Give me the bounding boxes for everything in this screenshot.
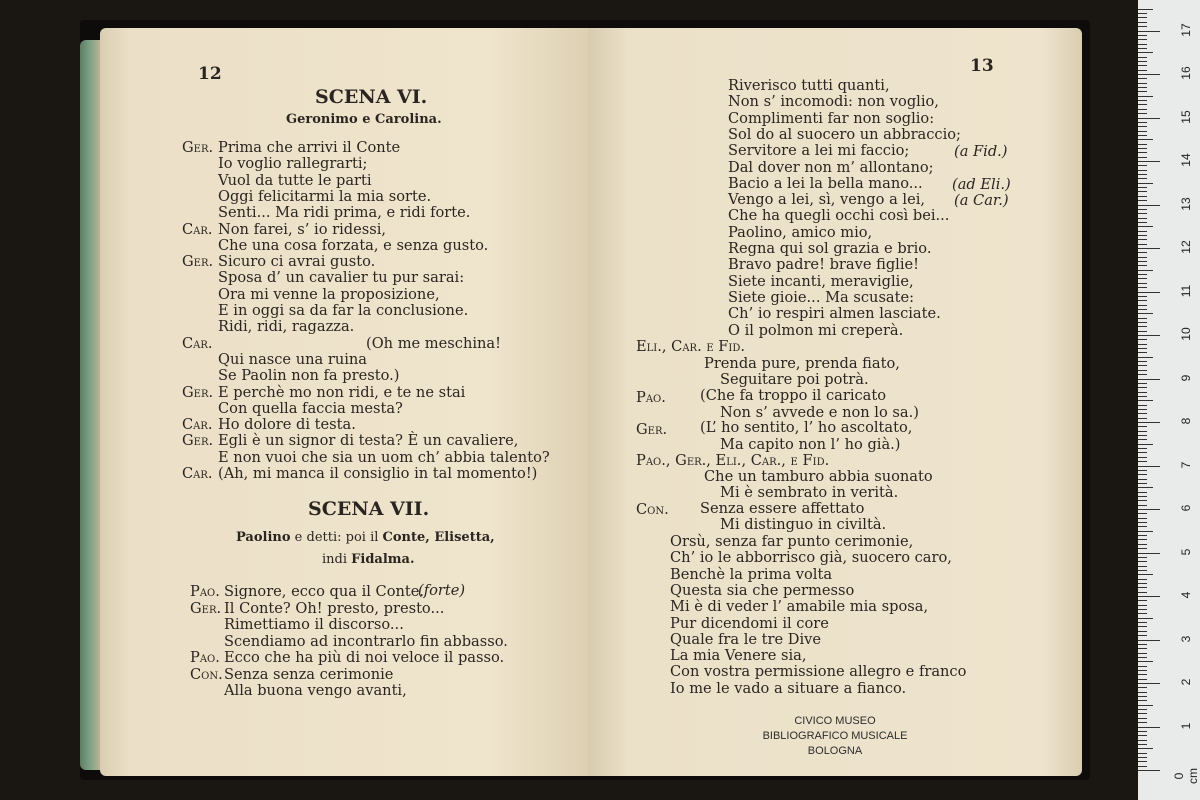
- ruler-tick: [1138, 579, 1147, 580]
- verse-line: E non vuoi che sia un uom ch’ abbia talento?: [218, 448, 550, 466]
- ruler-tick: [1138, 326, 1147, 327]
- ruler-tick: [1138, 344, 1147, 345]
- ruler-tick: [1138, 152, 1147, 153]
- ruler-tick: [1138, 318, 1147, 319]
- verse-line: Servitore a lei mi faccio;: [728, 142, 910, 160]
- verse-line: Che ha quegli occhi così bei...: [728, 207, 950, 225]
- speaker: Car.: [182, 465, 213, 482]
- ruler-tick: [1138, 244, 1147, 245]
- ruler-tick: [1138, 470, 1147, 471]
- ruler-tick: [1138, 305, 1147, 306]
- ruler-tick: [1138, 500, 1147, 501]
- verse-line: Regna qui sol grazia e brio.: [728, 240, 932, 257]
- ruler-tick: [1138, 483, 1147, 484]
- verse-line: Sicuro ci avrai gusto.: [218, 253, 376, 271]
- ruler-tick: [1138, 257, 1147, 258]
- ruler-label: 4: [1179, 591, 1193, 599]
- verse-line: Siete gioie... Ma scusate:: [728, 288, 915, 306]
- ruler-tick: [1138, 574, 1153, 575]
- ruler-tick: [1138, 17, 1147, 18]
- verse-line: Io voglio rallegrarti;: [218, 155, 368, 173]
- text: e detti: poi il: [294, 530, 379, 545]
- verse-line: Che un tamburo abbia suonato: [704, 468, 933, 485]
- stamp-line: BOLOGNA: [807, 745, 863, 757]
- ruler-tick: [1138, 718, 1147, 719]
- scene-subheading-7b: [322, 552, 414, 568]
- ruler-tick: [1138, 96, 1153, 97]
- ruler-tick: [1138, 183, 1153, 184]
- ruler-label: 0 cm: [1172, 768, 1200, 784]
- ruler-tick: [1138, 200, 1147, 201]
- ruler-tick: [1138, 231, 1147, 232]
- ruler-tick: [1138, 605, 1147, 606]
- char-name: Conte, Elisetta,: [382, 530, 495, 545]
- ruler-tick: [1138, 357, 1153, 358]
- ruler-tick: [1138, 722, 1147, 723]
- ruler-tick: [1138, 439, 1147, 440]
- ruler-tick: [1138, 713, 1147, 714]
- ruler-tick: [1138, 622, 1147, 623]
- ruler-tick: [1138, 205, 1160, 206]
- ruler-tick: [1138, 87, 1147, 88]
- ruler-label: 2: [1179, 678, 1193, 686]
- ruler-tick: [1138, 83, 1147, 84]
- ruler-tick: [1138, 292, 1160, 293]
- verse-line: Seguitare poi potrà.: [720, 371, 869, 388]
- ruler-tick: [1138, 365, 1147, 366]
- verse-line: Vuol da tutte le parti: [218, 171, 372, 189]
- verse-line: Se Paolin non fa presto.): [218, 367, 400, 385]
- verse-line: Ho dolore di testa.: [218, 416, 356, 434]
- ruler-tick: [1138, 522, 1147, 523]
- ruler-tick: [1138, 104, 1147, 105]
- ruler-tick: [1138, 13, 1147, 14]
- ruler-tick: [1138, 265, 1147, 266]
- ruler-tick: [1138, 239, 1147, 240]
- verse-line: E perchè mo non ridi, e te ne stai: [218, 383, 466, 401]
- ruler-tick: [1138, 322, 1147, 323]
- verse-line: Prima che arrivi il Conte: [218, 139, 401, 156]
- verse-line: Bravo padre! brave figlie!: [728, 256, 920, 274]
- ruler-tick: [1138, 466, 1160, 467]
- verse-line: Riverisco tutti quanti,: [728, 77, 890, 94]
- ruler-tick: [1138, 331, 1147, 332]
- ruler-tick: [1138, 74, 1160, 75]
- ruler-tick: [1138, 31, 1160, 32]
- ruler-tick: [1138, 144, 1147, 145]
- ruler-tick: [1138, 505, 1147, 506]
- verse-line: Sol do al suocero un abbraccio;: [728, 125, 961, 143]
- ruler-tick: [1138, 287, 1147, 288]
- ruler-tick: [1138, 70, 1147, 71]
- ruler-tick: [1138, 39, 1147, 40]
- ruler-tick: [1138, 479, 1147, 480]
- ruler-tick: [1138, 296, 1147, 297]
- ruler-label: 12: [1179, 240, 1193, 254]
- text: indi: [322, 552, 348, 567]
- verse-line: Senza essere affettato: [700, 500, 865, 517]
- ruler-tick: [1138, 561, 1147, 562]
- ruler-tick: [1138, 653, 1147, 654]
- ruler-tick: [1138, 644, 1147, 645]
- ruler-tick: [1138, 309, 1147, 310]
- ruler-tick: [1138, 461, 1147, 462]
- verse-line: Benchè la prima volta: [670, 565, 833, 583]
- ruler-tick: [1138, 687, 1147, 688]
- verse-line: Ch’ io le abborrisco già, suocero caro,: [670, 549, 952, 567]
- ruler-tick: [1138, 631, 1147, 632]
- ruler-tick: [1138, 535, 1147, 536]
- verse-line: Non farei, s’ io ridessi,: [218, 220, 387, 238]
- ruler-tick: [1138, 583, 1147, 584]
- verse-line: Prenda pure, prenda fiato,: [704, 355, 900, 372]
- ruler-tick: [1138, 740, 1147, 741]
- ruler-tick: [1138, 661, 1153, 662]
- ruler-tick: [1138, 683, 1160, 684]
- ruler-tick: [1138, 191, 1147, 192]
- verse-line: Ecco che ha più di noi veloce il passo.: [224, 649, 505, 666]
- ruler-tick: [1138, 452, 1147, 453]
- verse-line: Ch’ io respiri almen lasciate.: [728, 305, 941, 323]
- verse-line: Senti... Ma ridi prima, e ridi forte.: [218, 204, 471, 222]
- speaker: Car.: [182, 416, 213, 434]
- ruler-tick: [1138, 178, 1147, 179]
- speaker: Ger.: [182, 432, 214, 450]
- ruler-tick: [1138, 492, 1147, 493]
- ruler-tick: [1138, 252, 1147, 253]
- speaker: Eli., Car. e Fid.: [636, 338, 746, 355]
- ruler-tick: [1138, 626, 1147, 627]
- verse-line: Non s’ incomodi: non voglio,: [728, 93, 939, 111]
- speaker: Con.: [190, 665, 223, 683]
- ruler-tick: [1138, 570, 1147, 571]
- ruler-tick: [1138, 435, 1147, 436]
- ruler-tick: [1138, 422, 1160, 423]
- speaker: Pao.: [636, 389, 666, 406]
- ruler-tick: [1138, 335, 1160, 336]
- ruler-tick: [1138, 405, 1147, 406]
- ruler-tick: [1138, 674, 1147, 675]
- verse-line: Dal dover non m’ allontano;: [728, 158, 934, 176]
- page-number-left: 12: [198, 64, 222, 84]
- ruler-tick: [1138, 261, 1147, 262]
- ruler-tick: [1138, 118, 1160, 119]
- verse-line: Signore, ecco qua il Conte.: [224, 583, 425, 600]
- page-edge: [80, 40, 100, 770]
- ruler-tick: [1138, 270, 1153, 271]
- stage-direction: (a Fid.): [954, 143, 1008, 160]
- verse-line: (Ah, mi manca il consiglio in tal momento!): [218, 465, 538, 482]
- speaker: Car.: [182, 334, 213, 352]
- ruler-label: 9: [1179, 374, 1193, 381]
- scene-subheading-6: Geronimo e Carolina.: [286, 112, 442, 127]
- ruler-label: 7: [1179, 461, 1193, 468]
- stamp-line: CIVICO MUSEO: [794, 715, 876, 727]
- ruler-tick: [1138, 57, 1147, 58]
- ruler-tick: [1138, 313, 1153, 314]
- verse-line: Pur dicendomi il core: [670, 614, 829, 632]
- ruler-tick: [1138, 444, 1153, 445]
- stamp-line: BIBLIOGRAFICO MUSICALE: [762, 730, 908, 742]
- verse-line: O il polmon mi creperà.: [728, 321, 904, 339]
- verse-line: Complimenti far non soglio:: [728, 109, 935, 127]
- verse-line: Senza senza cerimonie: [224, 665, 394, 683]
- scene-subheading-7: [236, 530, 495, 546]
- ruler-tick: [1138, 418, 1147, 419]
- ruler-tick: [1138, 213, 1147, 214]
- ruler-tick: [1138, 744, 1147, 745]
- ruler-tick: [1138, 526, 1147, 527]
- ruler-tick: [1138, 635, 1147, 636]
- verse-line: (Oh me meschina!: [366, 334, 501, 352]
- ruler-label: 16: [1179, 66, 1193, 80]
- ruler-label: 10: [1179, 327, 1193, 341]
- ruler-tick: [1138, 52, 1153, 53]
- ruler-tick: [1138, 409, 1147, 410]
- ruler-tick: [1138, 61, 1147, 62]
- verse-line: Il Conte? Oh! presto, presto...: [224, 599, 445, 617]
- ruler-tick: [1138, 161, 1160, 162]
- ruler-tick: [1138, 218, 1147, 219]
- ruler-tick: [1138, 196, 1147, 197]
- ruler-tick: [1138, 539, 1147, 540]
- ruler-tick: [1138, 348, 1147, 349]
- ruler-tick: [1138, 487, 1153, 488]
- ruler-tick: [1138, 566, 1147, 567]
- ruler-tick: [1138, 509, 1160, 510]
- ruler-tick: [1138, 78, 1147, 79]
- ruler-tick: [1138, 679, 1147, 680]
- ruler-tick: [1138, 126, 1147, 127]
- ruler-tick: [1138, 174, 1147, 175]
- ruler-tick: [1138, 592, 1147, 593]
- ruler-tick: [1138, 209, 1147, 210]
- ruler-label: 8: [1179, 417, 1193, 425]
- verse-line: (L’ ho sentito, l’ ho ascoltato,: [700, 419, 913, 436]
- verse-line: Egli è un signor di testa? È un cavaliere,: [218, 432, 519, 450]
- ruler-label: 15: [1179, 109, 1193, 124]
- stage-direction: (ad Eli.): [952, 176, 1011, 193]
- speaker: Ger.: [190, 599, 222, 617]
- ruler-tick: [1138, 587, 1147, 588]
- ruler-tick: [1138, 618, 1153, 619]
- ruler-tick: [1138, 109, 1147, 110]
- verse-line: Vengo a lei, sì, vengo a lei,: [728, 191, 926, 209]
- ruler-tick: [1138, 496, 1147, 497]
- ruler-tick: [1138, 22, 1147, 23]
- ruler-tick: [1138, 9, 1153, 10]
- ruler-tick: [1138, 609, 1147, 610]
- ruler-tick: [1138, 26, 1147, 27]
- speaker: Car.: [182, 220, 213, 238]
- ruler-tick: [1138, 600, 1147, 601]
- ruler-tick: [1138, 548, 1147, 549]
- ruler-tick: [1138, 35, 1147, 36]
- verse-line: Mi è sembrato in verità.: [720, 484, 899, 501]
- ruler-label: 5: [1179, 548, 1193, 555]
- speaker: Pao.: [190, 583, 220, 600]
- ruler-tick: [1138, 387, 1147, 388]
- ruler-tick: [1138, 426, 1147, 427]
- verse-line: Sposa d’ un cavalier tu pur sarai:: [218, 269, 465, 287]
- verse-line: Mi è di veder l’ amabile mia sposa,: [670, 598, 929, 616]
- ruler-tick: [1138, 170, 1147, 171]
- verse-line: Che una cosa forzata, e senza gusto.: [218, 236, 489, 254]
- ruler-tick: [1138, 139, 1153, 140]
- speaker: Ger.: [182, 253, 214, 271]
- ruler-tick: [1138, 448, 1147, 449]
- ruler-tick: [1138, 648, 1147, 649]
- ruler-tick: [1138, 131, 1147, 132]
- left-page: [100, 28, 588, 776]
- ruler-tick: [1138, 248, 1160, 249]
- verse-line: Ora mi venne la proposizione,: [218, 285, 440, 303]
- ruler-label: 6: [1179, 504, 1193, 512]
- verse-line: Rimettiamo il discorso...: [224, 616, 404, 633]
- verse-line: Con vostra permissione allegro e franco: [670, 663, 967, 681]
- ruler-tick: [1138, 766, 1147, 767]
- ruler-tick: [1138, 613, 1147, 614]
- speaker: Pao., Ger., Eli., Car., e Fid.: [636, 452, 830, 469]
- ruler-label: 1: [1179, 722, 1193, 729]
- verse-line: Bacio a lei la bella mano...: [728, 174, 923, 192]
- ruler-tick: [1138, 513, 1147, 514]
- ruler-tick: [1138, 557, 1147, 558]
- ruler-tick: [1138, 48, 1147, 49]
- ruler-label: 17: [1179, 22, 1193, 37]
- speaker: Ger.: [182, 139, 214, 156]
- verse-line: (Che fa troppo il caricato: [700, 387, 887, 404]
- library-stamp: [740, 714, 930, 759]
- ruler-tick: [1138, 413, 1147, 414]
- ruler-tick: [1138, 596, 1160, 597]
- ruler-tick: [1138, 770, 1160, 771]
- ruler-tick: [1138, 692, 1147, 693]
- verse-line: Paolino, amico mio,: [728, 223, 873, 241]
- ruler-tick: [1138, 374, 1147, 375]
- ruler-tick: [1138, 113, 1147, 114]
- ruler-tick: [1138, 148, 1147, 149]
- ruler-tick: [1138, 735, 1147, 736]
- ruler-tick: [1138, 666, 1147, 667]
- ruler-tick: [1138, 235, 1147, 236]
- ruler-tick: [1138, 748, 1153, 749]
- ruler-tick: [1138, 474, 1147, 475]
- ruler-tick: [1138, 640, 1160, 641]
- verse-line: E in oggi sa da far la conclusione.: [218, 302, 469, 319]
- ruler-tick: [1138, 431, 1147, 432]
- ruler-tick: [1138, 400, 1153, 401]
- ruler-tick: [1138, 379, 1160, 380]
- verse-line: Ma capito non l’ ho già.): [720, 436, 901, 453]
- scene-heading-6: SCENA VI.: [315, 86, 428, 108]
- ruler-tick: [1138, 339, 1147, 340]
- ruler-label: 14: [1179, 153, 1193, 167]
- right-page: [588, 28, 1082, 776]
- ruler-label: 3: [1179, 635, 1193, 642]
- ruler-label: 11: [1179, 284, 1193, 297]
- ruler-tick: [1138, 670, 1147, 671]
- verse-line: Orsù, senza far punto cerimonie,: [670, 533, 914, 550]
- ruler-tick: [1138, 187, 1147, 188]
- ruler-tick: [1138, 135, 1147, 136]
- ruler-tick: [1138, 696, 1147, 697]
- ruler-tick: [1138, 383, 1147, 384]
- ruler-tick: [1138, 392, 1147, 393]
- verse-line: Qui nasce una ruina: [218, 350, 367, 368]
- verse-line: Questa sia che permesso: [670, 581, 855, 599]
- ruler-tick: [1138, 727, 1160, 728]
- ruler-tick: [1138, 300, 1147, 301]
- ruler-tick: [1138, 757, 1147, 758]
- ruler-tick: [1138, 553, 1160, 554]
- char-name: Paolino: [236, 530, 291, 545]
- ruler-tick: [1138, 709, 1147, 710]
- ruler-tick: [1138, 700, 1147, 701]
- scene-heading-7: SCENA VII.: [308, 498, 430, 520]
- speaker: Ger.: [182, 383, 214, 401]
- speaker: Pao.: [190, 649, 220, 666]
- ruler-tick: [1138, 100, 1147, 101]
- ruler-tick: [1138, 531, 1153, 532]
- ruler-tick: [1138, 283, 1147, 284]
- ruler-tick: [1138, 222, 1147, 223]
- speaker: Con.: [636, 501, 669, 518]
- ruler-tick: [1138, 731, 1147, 732]
- ruler-tick: [1138, 657, 1147, 658]
- verse-line: Scendiamo ad incontrarlo fin abbasso.: [224, 632, 508, 650]
- stage-direction: (a Car.): [954, 192, 1009, 209]
- verse-line: Siete incanti, meraviglie,: [728, 272, 914, 290]
- verse-line: La mia Venere sia,: [670, 647, 807, 665]
- ruler-tick: [1138, 65, 1147, 66]
- ruler-tick: [1138, 761, 1147, 762]
- ruler-tick: [1138, 544, 1147, 545]
- ruler-tick: [1138, 352, 1147, 353]
- ruler-tick: [1138, 122, 1147, 123]
- ruler-tick: [1138, 278, 1147, 279]
- stage-direction: (forte): [418, 582, 466, 599]
- ruler-tick: [1138, 457, 1147, 458]
- ruler-tick: [1138, 274, 1147, 275]
- page-number-right: 13: [970, 56, 994, 76]
- ruler-tick: [1138, 518, 1147, 519]
- verse-line: Mi distinguo in civiltà.: [720, 516, 887, 533]
- verse-line: Oggi felicitarmi la mia sorte.: [218, 187, 432, 205]
- ruler-tick: [1138, 753, 1147, 754]
- ruler-tick: [1138, 361, 1147, 362]
- measurement-ruler: [1138, 0, 1200, 800]
- verse-line: Ridi, ridi, ragazza.: [218, 318, 355, 336]
- verse-line: Io me le vado a situare a fianco.: [670, 679, 907, 697]
- verse-line: Con quella faccia mesta?: [218, 399, 403, 417]
- ruler-tick: [1138, 157, 1147, 158]
- ruler-tick: [1138, 91, 1147, 92]
- ruler-tick: [1138, 165, 1147, 166]
- verse-line: Alla buona vengo avanti,: [224, 682, 407, 699]
- ruler-tick: [1138, 370, 1147, 371]
- ruler-tick: [1138, 226, 1153, 227]
- ruler-tick: [1138, 44, 1147, 45]
- speaker: Ger.: [636, 421, 668, 438]
- ruler-tick: [1138, 396, 1147, 397]
- verse-line: Quale fra le tre Dive: [670, 630, 822, 648]
- char-name: Fidalma.: [351, 552, 415, 567]
- ruler-label: 13: [1179, 196, 1193, 211]
- ruler-tick: [1138, 705, 1153, 706]
- verse-line: Non s’ avvede e non lo sa.): [720, 404, 919, 421]
